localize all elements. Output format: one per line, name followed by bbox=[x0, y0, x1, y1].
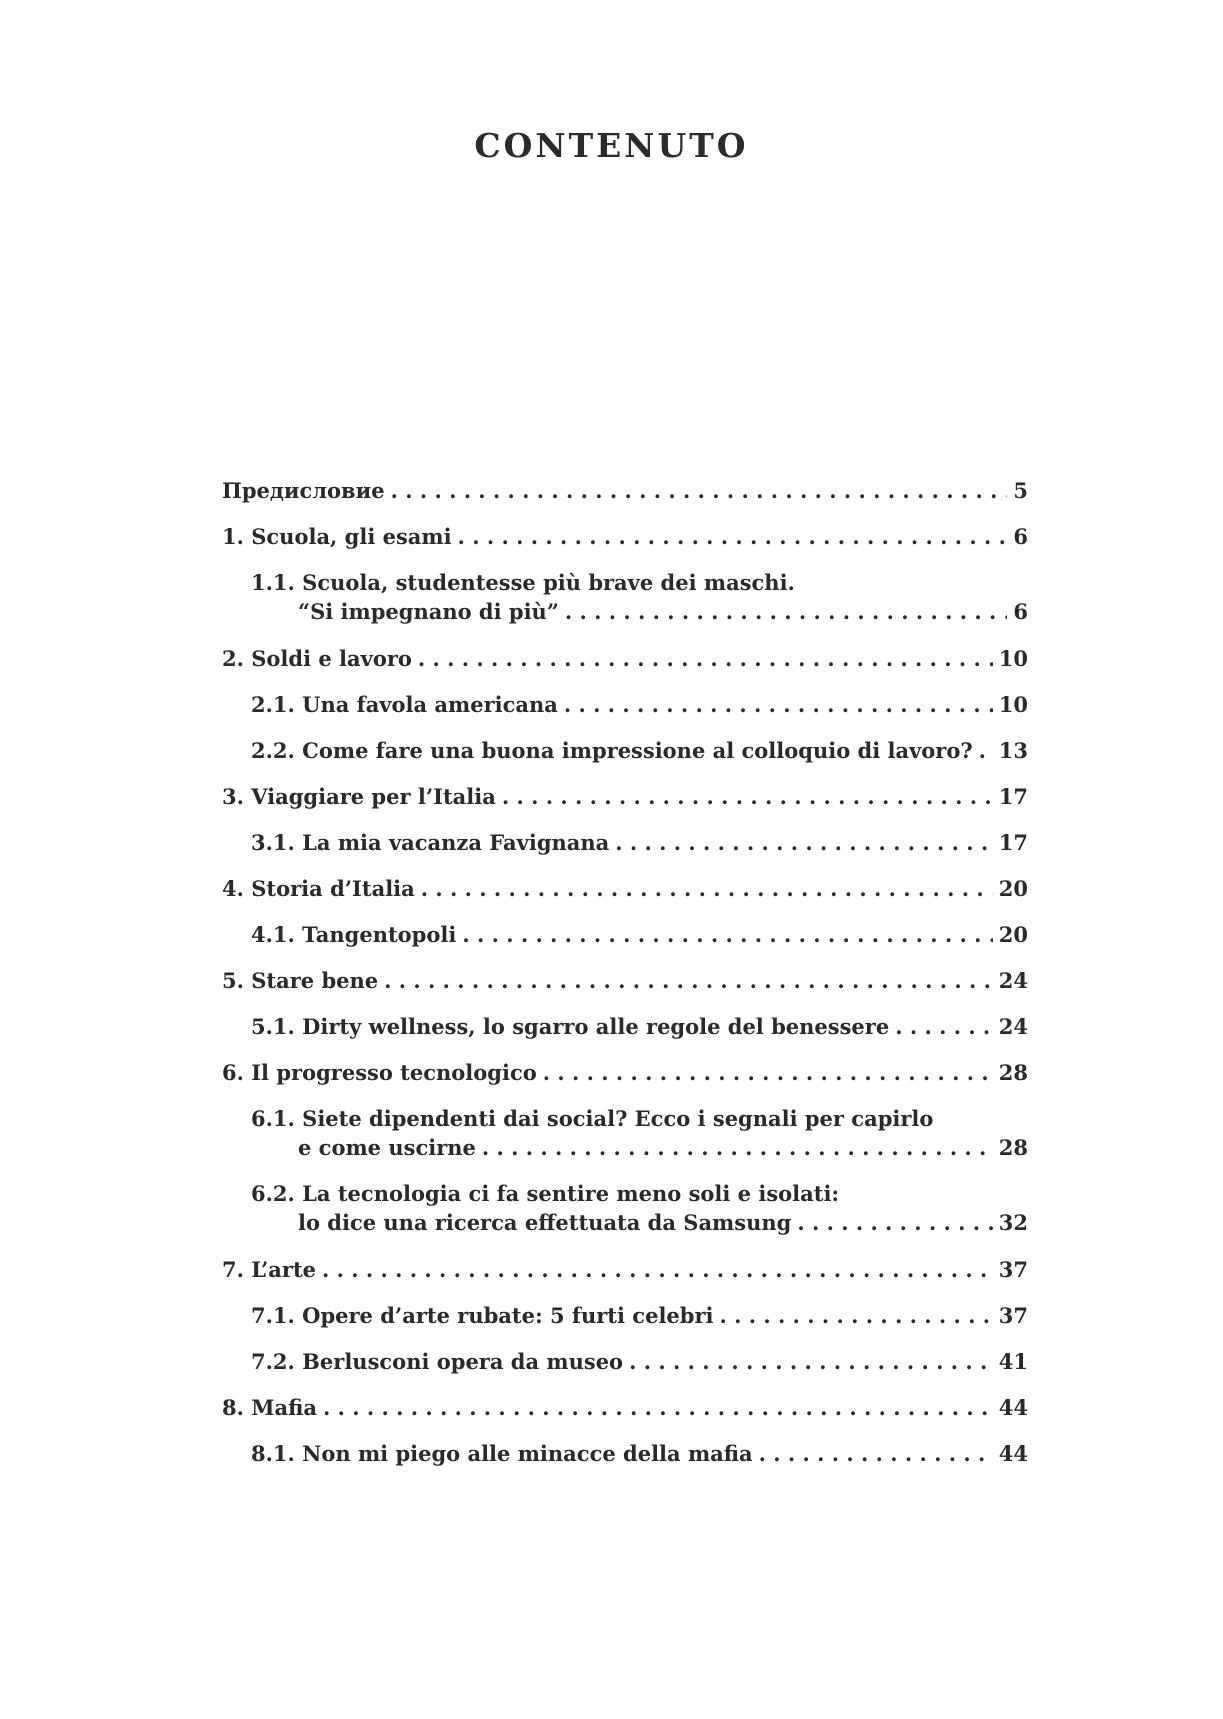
toc-entry-title: 8. Mafia bbox=[222, 1395, 317, 1420]
page-title: CONTENUTO bbox=[474, 126, 749, 165]
toc-entry-title: 3. Viaggiare per l’Italia bbox=[222, 784, 496, 809]
toc-line bbox=[222, 966, 1028, 995]
dot-leader bbox=[564, 690, 993, 719]
toc-entry-title: 8.1. Non mi piego alle minacce della mafia bbox=[251, 1441, 753, 1466]
toc-entry[interactable] bbox=[222, 522, 1028, 551]
toc-entry[interactable] bbox=[251, 1104, 1028, 1162]
toc-entry-title: Предисловие bbox=[222, 478, 385, 503]
dot-leader bbox=[502, 782, 993, 811]
toc-entry-title: 7. L’arte bbox=[222, 1257, 317, 1282]
dot-leader bbox=[543, 1058, 993, 1087]
toc-line bbox=[251, 1133, 1028, 1162]
toc-page-number: 37 bbox=[998, 1257, 1028, 1282]
dot-leader bbox=[797, 1208, 992, 1237]
toc-entry[interactable] bbox=[251, 1347, 1028, 1376]
toc-entry[interactable] bbox=[222, 1058, 1028, 1087]
toc-entry[interactable] bbox=[251, 1439, 1028, 1468]
toc-entry-title: 6. Il progresso tecnologico bbox=[222, 1060, 537, 1085]
toc-line bbox=[222, 1255, 1028, 1284]
toc-page-number: 32 bbox=[998, 1210, 1028, 1235]
toc-line bbox=[222, 476, 1028, 505]
toc-line bbox=[251, 568, 1028, 597]
toc-line bbox=[222, 1058, 1028, 1087]
toc-line bbox=[222, 782, 1028, 811]
toc-page-number: 28 bbox=[998, 1135, 1028, 1160]
toc-entry-title: 1.1. Scuola, studentesse più brave dei maschi. bbox=[251, 570, 795, 595]
toc-entry[interactable] bbox=[251, 1012, 1028, 1041]
toc-page-number: 20 bbox=[998, 922, 1028, 947]
toc-line bbox=[251, 597, 1028, 626]
toc-page-number: 13 bbox=[998, 738, 1028, 763]
toc-line bbox=[251, 920, 1028, 949]
toc-line bbox=[222, 874, 1028, 903]
toc-line bbox=[251, 1179, 1028, 1208]
toc-entry-title: lo dice una ricerca effettuata da Samsung bbox=[298, 1210, 792, 1235]
toc-line bbox=[251, 1104, 1028, 1133]
toc-entry-title: 2.2. Come fare una buona impressione al colloquio di lavoro? bbox=[251, 738, 973, 763]
toc-page-number: 20 bbox=[998, 876, 1028, 901]
dot-leader bbox=[629, 1347, 993, 1376]
toc-entry-title: 1. Scuola, gli esami bbox=[222, 524, 452, 549]
toc-page-number: 24 bbox=[998, 968, 1028, 993]
toc-line bbox=[251, 828, 1028, 857]
toc-entry[interactable] bbox=[222, 476, 1028, 505]
toc-entry[interactable] bbox=[251, 828, 1028, 857]
toc-entry[interactable] bbox=[251, 920, 1028, 949]
toc-entry-title: 5. Stare bene bbox=[222, 968, 379, 993]
toc-entry[interactable] bbox=[222, 966, 1028, 995]
toc-page-number: 37 bbox=[998, 1303, 1028, 1328]
toc-line bbox=[251, 1301, 1028, 1330]
toc-entry-title: 5.1. Dirty wellness, lo sgarro alle regole del benessere bbox=[251, 1014, 890, 1039]
toc-page-number: 28 bbox=[998, 1060, 1028, 1085]
toc-page-number: 44 bbox=[998, 1441, 1028, 1466]
toc-entry-title: 2.1. Una favola americana bbox=[251, 692, 558, 717]
dot-leader bbox=[482, 1133, 993, 1162]
toc-entry[interactable] bbox=[251, 1301, 1028, 1330]
toc-entry[interactable] bbox=[251, 736, 1028, 765]
toc-line bbox=[251, 1208, 1028, 1237]
toc-entry-title: e come uscirne bbox=[298, 1135, 476, 1160]
toc-line bbox=[222, 1393, 1028, 1422]
toc-entry-title: 6.2. La tecnologia ci fa sentire meno soli e isolati: bbox=[251, 1181, 840, 1206]
toc-entry-title: 2. Soldi e lavoro bbox=[222, 646, 412, 671]
toc-entry[interactable] bbox=[251, 690, 1028, 719]
toc-entry[interactable] bbox=[251, 1179, 1028, 1237]
toc-line bbox=[251, 690, 1028, 719]
toc-entry-title: 4. Storia d’Italia bbox=[222, 876, 415, 901]
toc-entry-title: “Si impegnano di più” bbox=[298, 599, 559, 624]
toc-entry-title: 7.2. Berlusconi opera da museo bbox=[251, 1349, 624, 1374]
toc-entry-title: 4.1. Tangentopoli bbox=[251, 922, 457, 947]
toc-line bbox=[251, 1439, 1028, 1468]
dot-leader bbox=[458, 522, 1008, 551]
toc-entry[interactable] bbox=[222, 1393, 1028, 1422]
dot-leader bbox=[615, 828, 993, 857]
dot-leader bbox=[979, 736, 993, 765]
dot-leader bbox=[462, 920, 992, 949]
toc-page-number: 10 bbox=[998, 646, 1028, 671]
toc-line bbox=[251, 1012, 1028, 1041]
dot-leader bbox=[895, 1012, 993, 1041]
toc-entry-title: 6.1. Siete dipendenti dai social? Ecco i segnali per capirlo bbox=[251, 1106, 934, 1131]
toc-entry[interactable] bbox=[251, 568, 1028, 626]
toc-page-number: 41 bbox=[998, 1349, 1028, 1374]
dot-leader bbox=[421, 874, 993, 903]
toc-page-number: 6 bbox=[1013, 524, 1028, 549]
toc-line bbox=[251, 736, 1028, 765]
toc-page-number: 5 bbox=[1013, 478, 1028, 503]
toc-page-number: 44 bbox=[998, 1395, 1028, 1420]
toc-entry-title: 7.1. Opere d’arte rubate: 5 furti celebri bbox=[251, 1303, 714, 1328]
dot-leader bbox=[391, 476, 1008, 505]
toc-page-number: 17 bbox=[998, 784, 1028, 809]
toc-entry[interactable] bbox=[222, 782, 1028, 811]
dot-leader bbox=[720, 1301, 993, 1330]
dot-leader bbox=[384, 966, 993, 995]
toc-line bbox=[222, 522, 1028, 551]
toc-entry[interactable] bbox=[222, 874, 1028, 903]
dot-leader bbox=[565, 597, 1007, 626]
toc-line bbox=[251, 1347, 1028, 1376]
dot-leader bbox=[323, 1393, 993, 1422]
toc-page-number: 6 bbox=[1013, 599, 1028, 624]
toc-page-number: 24 bbox=[998, 1014, 1028, 1039]
toc-entry-title: 3.1. La mia vacanza Favignana bbox=[251, 830, 610, 855]
dot-leader bbox=[759, 1439, 993, 1468]
toc-entry[interactable] bbox=[222, 1255, 1028, 1284]
toc-page-number: 10 bbox=[998, 692, 1028, 717]
dot-leader bbox=[322, 1255, 993, 1284]
toc-line bbox=[222, 644, 1028, 673]
toc-page-number: 17 bbox=[998, 830, 1028, 855]
dot-leader bbox=[418, 644, 993, 673]
toc-entry[interactable] bbox=[222, 644, 1028, 673]
